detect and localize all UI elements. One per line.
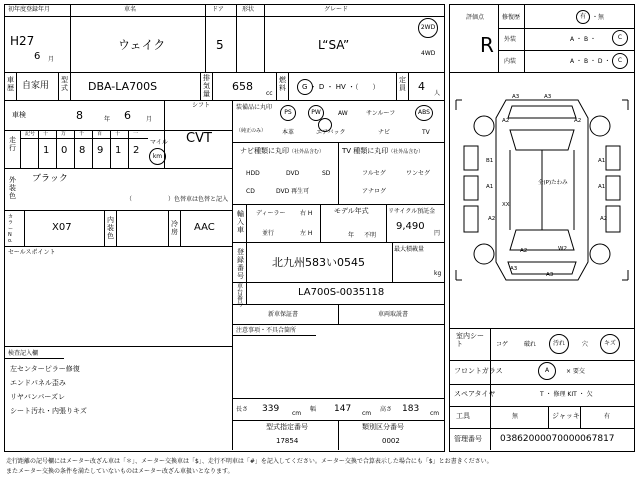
fuel-label: 燃料 xyxy=(279,76,286,92)
tv-title xyxy=(342,148,423,156)
diagram-code: B1 xyxy=(486,158,494,164)
model-year-label: モデル年式 xyxy=(334,207,369,215)
diagram-code: A3 xyxy=(546,272,554,278)
diagram-code: A2 xyxy=(574,118,582,124)
exterior-grades: A ・ B ・ xyxy=(570,36,596,43)
width-unit: cm xyxy=(362,410,372,417)
fuel-options: G ・ D ・ HV ・（ ） xyxy=(302,83,380,91)
capacity-value: 4 xyxy=(418,80,425,93)
drive-2wd-circle: 2WD xyxy=(418,18,438,38)
equip-leather: 本革 xyxy=(282,129,295,136)
max-load-unit: kg xyxy=(434,270,442,277)
repair-has-circle: 有 xyxy=(576,10,590,24)
score-value: R xyxy=(480,33,494,57)
mileage-digit-header: 十 xyxy=(115,131,121,137)
exterior-c-circle: C xyxy=(612,30,628,46)
diagram-code: A2 xyxy=(520,248,528,254)
diagram-code: A2 xyxy=(488,216,496,222)
recycle-label: リサイクル預託金 xyxy=(388,208,436,215)
height-value: 183 xyxy=(402,404,420,414)
equip-aw: AW xyxy=(338,110,348,117)
inspection-month: 6 xyxy=(124,109,131,122)
inspection-label: 車検 xyxy=(12,111,26,119)
shift-value: CVT xyxy=(186,131,212,146)
equip-tv: TV xyxy=(422,129,430,136)
mileage-unit-mile: マイル xyxy=(150,139,168,146)
repair-none: ・無 xyxy=(592,14,605,21)
mileage-digit: 0 xyxy=(61,145,68,156)
navi-hdd: HDD xyxy=(246,170,260,177)
mileage-digit: 9 xyxy=(97,145,104,156)
color-no-label: カラーNo. xyxy=(8,214,14,244)
repair-label: 修復歴 xyxy=(502,14,521,21)
car-damage-diagram xyxy=(450,90,634,290)
diagram-code: W2 xyxy=(558,246,567,252)
ac-label: 冷房 xyxy=(171,220,178,236)
navi-sd: SD xyxy=(322,170,331,177)
mileage-digit-header: 百 xyxy=(97,131,103,137)
model-name-value: ウェイク xyxy=(118,38,166,52)
manual-label: 車両取説書 xyxy=(378,311,409,318)
import-parallel: 並行 xyxy=(262,230,275,237)
max-load-label: 最大積載量 xyxy=(394,246,425,253)
diagram-code: A1 xyxy=(598,184,606,190)
interior-grade-d: D xyxy=(597,58,603,65)
diagram-code: A3 xyxy=(510,266,518,272)
chassis-value: LA700S-0035118 xyxy=(298,287,385,298)
type-label: 型式 xyxy=(61,76,68,92)
equip-navi: ナビ xyxy=(378,129,391,136)
chassis-label: 車台番号 xyxy=(237,283,244,308)
seat-ana: 穴 xyxy=(582,341,589,348)
model-name-label: 車名 xyxy=(124,6,137,13)
sales-point-label: セールスポイント xyxy=(8,249,56,256)
length-unit: cm xyxy=(292,410,302,417)
equip-abs-circle: ABS xyxy=(415,105,433,121)
ac-value: AAC xyxy=(194,222,215,233)
equipment-subtitle: （純正のみ） xyxy=(236,128,267,134)
seat-yabure: 破れ xyxy=(524,341,537,348)
tv-analog: アナログ xyxy=(362,188,387,195)
color-no-value: X07 xyxy=(52,222,72,233)
import-left: 左 H xyxy=(300,230,313,237)
tv-title-note: （社外品含む） xyxy=(388,149,424,155)
fuel-selected-circle xyxy=(297,79,313,95)
mileage-digit-header: 記号 xyxy=(25,131,36,137)
navi-title-text: ナビ種類に丸印 xyxy=(240,147,289,155)
navi-title-note: （社外品含む） xyxy=(289,149,325,155)
recycle-value: 9,490 xyxy=(396,221,425,232)
import-label: 輸入車 xyxy=(237,210,244,234)
usage-value: 自家用 xyxy=(22,81,50,91)
door-count: 5 xyxy=(216,38,224,52)
diagram-code: A1 xyxy=(598,158,606,164)
plate-value: 北九州583い0545 xyxy=(272,256,365,269)
width-value: 147 xyxy=(334,404,352,414)
inspector-line-3: リヤバンパーズレ xyxy=(10,393,66,401)
exterior-grade-b: B xyxy=(583,36,589,43)
windshield-label: フロントガラス xyxy=(454,367,503,375)
shift-label: シフト xyxy=(192,102,211,109)
mileage-digit: 1 xyxy=(43,145,50,156)
navi-title xyxy=(240,148,324,156)
interior-seat-label: 室内シート xyxy=(456,332,484,348)
diagram-code: A2 xyxy=(600,216,608,222)
windshield-a-circle: A xyxy=(538,362,556,380)
mileage-digit-header: 千 xyxy=(79,131,85,137)
mileage-digit: 2 xyxy=(133,145,140,156)
door-label: ドア xyxy=(212,6,224,13)
mileage-digit: 1 xyxy=(115,145,122,156)
color-note: （ ）色替車は色替と記入 xyxy=(126,196,229,203)
mileage-digit: 8 xyxy=(79,145,86,156)
inspection-month-unit: 月 xyxy=(146,116,153,123)
exterior-grade-a: A xyxy=(570,36,575,43)
tools-value: 無 xyxy=(512,413,519,420)
first-reg-year: H27 xyxy=(10,34,35,48)
mileage-digit-header: 一 xyxy=(133,131,139,137)
import-right: 右 H xyxy=(300,210,313,217)
seat-koge: コゲ xyxy=(496,341,509,348)
category-label: 類別区分番号 xyxy=(362,423,404,431)
footer-line-2: またメーター交換の条件を満たしていないものはメーター改ざん車扱いとなります。 xyxy=(6,468,234,475)
grade-value: L“SA” xyxy=(318,38,350,52)
repair-none-text: 無 xyxy=(598,14,605,21)
mileage-label: 走行 xyxy=(9,136,16,152)
mileage-unit-km-circle: km xyxy=(149,148,166,165)
first-reg-month-unit: 月 xyxy=(48,56,55,63)
inspector-line-2: エンドパネル歪み xyxy=(10,379,66,387)
caution-label: 注意事項・不具合箇所 xyxy=(236,327,297,334)
length-value: 339 xyxy=(262,404,280,414)
exterior-label: 外装 xyxy=(504,36,517,43)
windshield-x: × 要交 xyxy=(566,368,585,375)
color-value: ブラック xyxy=(32,174,68,184)
tv-fullseg: フルセグ xyxy=(362,170,386,177)
inspector-label: 検査記入欄 xyxy=(8,350,39,357)
interior-grade-a: A xyxy=(570,58,575,65)
tv-oneseg: ワンセグ xyxy=(406,170,431,177)
diagram-center-label: 全(P)たわみ xyxy=(538,180,568,186)
diagram-code: A3 xyxy=(512,94,520,100)
spare-label: スペアタイヤ xyxy=(454,390,496,398)
first-reg-label: 初年度登録年月 xyxy=(8,6,51,13)
score-label: 評価点 xyxy=(466,14,485,21)
color-label: 外装色 xyxy=(9,176,16,200)
navi-dvd: DVD xyxy=(286,170,300,177)
width-label: 幅 xyxy=(310,406,317,413)
jack-value: 有 xyxy=(604,413,611,420)
interior-grade-b: B xyxy=(583,58,589,65)
type-value: DBA-LA700S xyxy=(88,80,158,93)
management-label: 管理番号 xyxy=(454,435,482,443)
seat-yogore-circle: 汚れ xyxy=(549,334,569,354)
interior-color-label: 内装色 xyxy=(107,216,114,240)
equip-airbag: エアバック xyxy=(316,129,346,136)
tv-title-text: TV 種類に丸印 xyxy=(342,147,389,155)
diagram-code: A1 xyxy=(486,184,494,190)
navi-cd: CD xyxy=(246,188,255,195)
interior-label: 内装 xyxy=(504,58,517,65)
displacement-unit: cc xyxy=(266,90,273,97)
type-spec-label: 型式指定番号 xyxy=(266,423,308,431)
type-spec-value: 17854 xyxy=(276,437,299,445)
model-year-year: 年 xyxy=(348,232,355,239)
mileage-digit-header: 十 xyxy=(43,131,49,137)
diagram-code: A3 xyxy=(544,94,552,100)
inspector-line-1: 左センターピラー修復 xyxy=(10,365,80,373)
displacement-value: 658 xyxy=(232,80,253,93)
management-value: 03862000070000067817 xyxy=(500,434,615,444)
equip-ps-circle: PS xyxy=(280,105,296,121)
interior-c-circle: C xyxy=(612,53,628,69)
inspection-year: 8 xyxy=(76,109,83,122)
diagram-code: XX xyxy=(502,202,510,208)
displacement-label: 排気量 xyxy=(203,74,210,98)
drive-4wd-label: 4WD xyxy=(421,50,436,57)
inspection-year-unit: 年 xyxy=(104,116,111,123)
mileage-digit-header: 万 xyxy=(61,131,67,137)
category-value: 0002 xyxy=(382,437,400,445)
model-year-unknown: 不明 xyxy=(364,232,377,239)
interior-grades: A ・ B ・ D ・ xyxy=(570,58,611,65)
navi-dvd-play: DVD 再生可 xyxy=(276,188,310,195)
height-label: 高さ xyxy=(380,406,393,413)
height-unit: cm xyxy=(430,410,440,417)
import-dealer: ディーラー xyxy=(256,210,286,217)
diagram-code: A2 xyxy=(502,118,510,124)
new-warranty-label: 新車保証書 xyxy=(268,311,299,318)
capacity-unit: 人 xyxy=(434,90,441,97)
shape-label: 形状 xyxy=(242,6,255,13)
plate-label: 登録番号 xyxy=(237,248,244,280)
recycle-unit: 円 xyxy=(434,230,441,237)
inspector-line-4: シート汚れ・内張りキズ xyxy=(10,407,87,415)
grade-label: グレード xyxy=(324,6,349,13)
spare-value: T ・ 修理 KIT ・ 欠 xyxy=(540,391,593,398)
usage-label: 車歴 xyxy=(7,76,14,92)
footer-line-1: 走行距離の記号欄にはメーター改ざん車は「＊」、メーター交換車は「$」、走行不明車は「#」を記入してください。メーター交換で合算表示した場合にも「$」とお書きください。 xyxy=(6,458,493,465)
equip-sunroof: サンルーフ xyxy=(366,110,396,117)
jack-label: ジャッキ xyxy=(552,412,580,420)
capacity-label: 定員 xyxy=(399,76,406,92)
tools-label: 工具 xyxy=(456,412,470,420)
equip-pw-circle: PW xyxy=(308,105,324,121)
equipment-title: 装備品に丸印 xyxy=(236,104,273,111)
first-reg-month: 6 xyxy=(34,51,41,62)
seat-kizu-circle: キズ xyxy=(600,334,620,354)
length-label: 長さ xyxy=(236,406,249,413)
